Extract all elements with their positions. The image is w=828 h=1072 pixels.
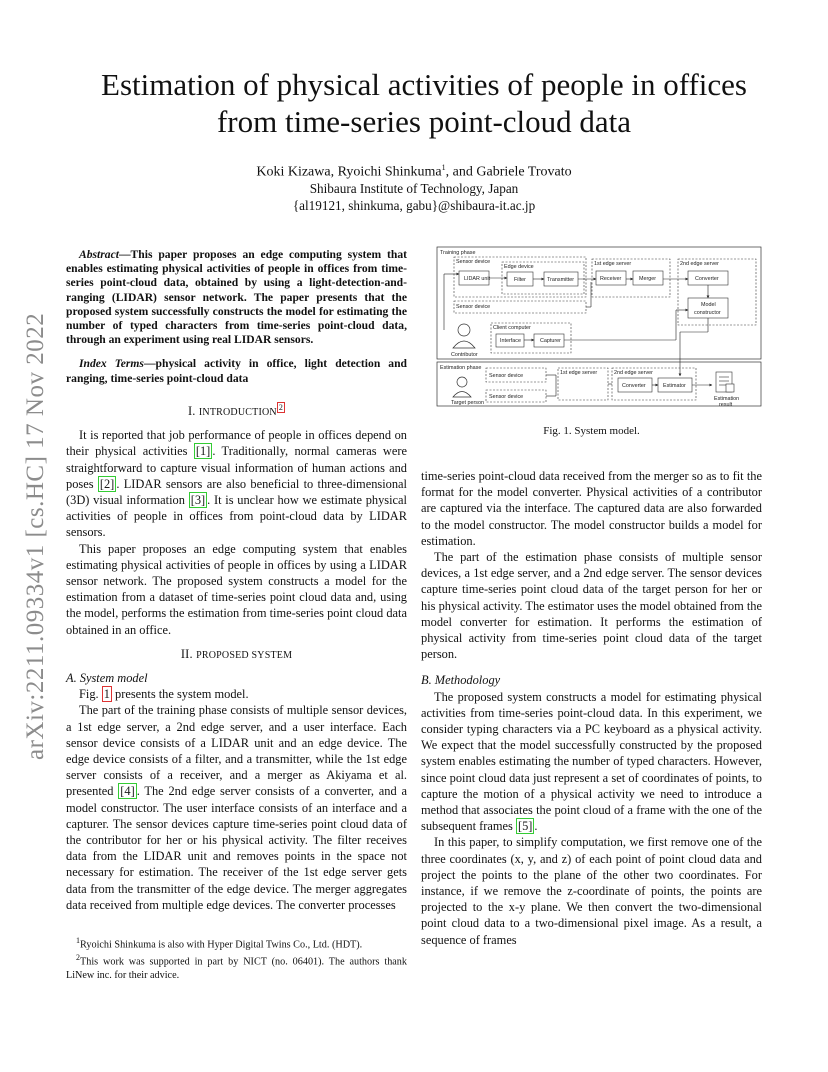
abstract-label: Abstract: [79, 248, 119, 261]
target-person-label: Target person: [451, 400, 484, 406]
est-sensor-device-label: Sensor device: [489, 373, 524, 379]
training-phase-label: Training phase: [440, 250, 476, 256]
footnote-2: [66, 951, 407, 981]
section-heading-introduction: [66, 400, 407, 421]
left-column: [66, 248, 407, 913]
right-column: [421, 468, 762, 948]
affiliation: Shibaura Institute of Technology, Japan: [309, 181, 519, 196]
estimation-result-icon: [716, 372, 734, 392]
capturer-label: Capturer: [540, 338, 561, 344]
second-edge-server-label: 2nd edge server: [680, 261, 719, 267]
text-run: . Traditionally, normal cameras were straightforward to capture visual information of human actions and poses: [66, 444, 407, 491]
lidar-unit-label: LIDAR unit: [464, 276, 491, 282]
estimation-phase-box: [437, 362, 761, 406]
subsection-heading-system-model: A. System model: [66, 671, 148, 685]
estimation-result-label-1: Estimation: [714, 396, 740, 402]
citation-link-1[interactable]: [1]: [195, 444, 211, 459]
system-model-paragraph-1: [66, 686, 407, 702]
est-sensor-device-label-2: Sensor device: [489, 394, 524, 400]
est-first-edge-server-label: 1st edge server: [560, 370, 598, 376]
estimation-phase-label: Estimation phase: [440, 365, 482, 371]
authors-text-a: Koki Kizawa, Ryoichi Shinkuma: [256, 164, 442, 180]
interface-label: Interface: [500, 338, 521, 344]
estimation-result-label-2: result: [719, 402, 733, 408]
receiver-label: Receiver: [600, 276, 622, 282]
authors-text-b: , and Gabriele Trovato: [445, 164, 572, 180]
section-title: PROPOSED SYSTEM: [196, 649, 293, 661]
contributor-label: Contributor: [451, 352, 478, 358]
intro-paragraph-2: This paper proposes an edge computing system that enables estimating physical activities of people in offices by using a LIDAR sensor network. The proposed system constructs a model for the estimation from a dataset of time-series point cloud data and, using the model, performs the estimation from time-series point cloud data obtained in an office.: [66, 541, 407, 637]
text-run: It is reported that job performance of people in offices depend on their physical activities: [66, 428, 407, 459]
system-model-figure: [436, 244, 762, 408]
filter-label: Filter: [514, 277, 526, 283]
authors: [64, 163, 764, 181]
text-run: The proposed system constructs a model for estimating physical activities from time-series point-cloud data. In this experiment, we consider typing characters via a PC keyboard as a physical activity. We expect that the model successfully constructed by the proposed system enables estimating the number of typed characters. However, since point cloud data just represent a set of coordinates of points, to capture the motion of a physical activity we need to introduce a method that associates the point cloud of a frame with the one of the subsequent frames: [421, 689, 762, 834]
edge-device-label: Edge device: [504, 264, 534, 270]
section-number: II.: [180, 646, 197, 661]
methodology-paragraph-2: In this paper, to simplify computation, we first remove one of the three coordinates (x, y, and z) of each point of point cloud data and project the points to the plane of the other two coordinates. For instance, if we remove the z-coordinate of points, the points are projected to the x-y plane. We then convert the two-dimensional point cloud data to a two-dimensional pixel image. As a result, a sequence of frames: [421, 835, 762, 947]
text-run: . It is unclear how we estimate physical activities of people in offices from point-cloud data by LIDAR sensors.: [66, 492, 407, 540]
figure-caption: Fig. 1. System model.: [543, 425, 640, 437]
client-computer-label: Client computer: [493, 325, 531, 331]
paper-title: [40, 66, 808, 140]
abstract-text: —This paper proposes an edge computing system that enables estimating physical activities of people in offices from time-series point-cloud data, obtained by using a light-detection-and-ranging (LIDAR) sensor network. The paper presents that the proposed system successfully constructs the model for estimating the number of typed characters from time-series point-cloud data, through an experiment using real LIDAR sensors.: [66, 248, 407, 347]
text-run: .: [534, 819, 538, 834]
index-terms: [66, 357, 407, 385]
footnote-mark: 2: [76, 953, 80, 963]
abstract: [66, 248, 407, 347]
text-run: . The 2nd edge server consists of a converter, and a model constructor. The user interface consists of an interface and a capturer. The sensor devices capture time-series point cloud data of the contributor for her or his physical activity. The filter receives data from the LIDAR unit and removes points in the space not necessary for estimation. The receiver of the 1st edge server gets data from the transmitter of the edge device. The merger aggregates data received from multiple edge devices. The converter processes: [66, 784, 407, 912]
sensor-device-label-2: Sensor device: [456, 304, 491, 310]
transmitter-label: Transmitter: [547, 277, 575, 283]
estimator-label: Estimator: [663, 383, 686, 389]
system-model-paragraph-4: The part of the estimation phase consists of multiple sensor devices, a 1st edge server, and a 2nd edge server. The sensor devices capture time-series point cloud data of the target person for her or his physical activity. The estimator uses the model obtained from the model converter for estimation. It performs the estimation of physical activity from time-series point cloud data of the target person.: [421, 550, 762, 662]
footnote-1: [66, 934, 407, 951]
target-person-icon: [457, 377, 467, 387]
title-line-2: from time-series point-cloud data: [216, 104, 632, 139]
est-second-edge-server-label: 2nd edge server: [614, 370, 653, 376]
text-run: The part of the training phase consists of multiple sensor devices, a 1st edge server, a 2nd edge server, and a user interface. Each sensor device consists of a LIDAR unit and an edge device. The edge device consists of a filter, and a transmitter, while the 1st edge server consists of a receiver, and a merger as Akiyama et al. presented: [66, 703, 407, 799]
text-run: Fig.: [79, 687, 102, 702]
system-model-paragraph-3: time-series point-cloud data received from the merger so as to fit the format for the model converter. Physical activities of a contributor are captured via the interface. The captured data are also forwarded to the model constructor. The model constructor builds a model for estimation.: [421, 469, 762, 548]
footnote-mark: 1: [76, 936, 80, 945]
text-run: presents the system model.: [111, 687, 249, 702]
title-line-1: Estimation of physical activities of people in offices: [101, 67, 747, 102]
index-terms-label: Index Terms: [79, 357, 144, 371]
section-number: I.: [187, 403, 199, 418]
first-edge-server-label: 1st edge server: [594, 261, 632, 267]
footnote-text: Ryoichi Shinkuma is also with Hyper Digital Twins Co., Ltd. (HDT).: [80, 939, 363, 951]
citation-link-4[interactable]: [4]: [120, 784, 135, 799]
sensor-device-label: Sensor device: [456, 259, 491, 265]
section-title: INTRODUCTION: [198, 406, 277, 418]
citation-link-3[interactable]: [3]: [190, 492, 206, 507]
citation-link-5[interactable]: [5]: [517, 819, 533, 834]
intro-paragraph-1: [66, 427, 407, 540]
footnotes: [66, 934, 407, 982]
footnote-text: This work was supported in part by NICT (no. 06401). The authors thank LiNew inc. for their advice.: [66, 956, 407, 981]
subsection-heading-methodology: B. Methodology: [421, 673, 501, 688]
arxiv-stamp: arXiv:2211.09334v1 [cs.HC] 17 Nov 2022: [22, 312, 49, 760]
footnote-link-2[interactable]: 2: [278, 402, 284, 412]
merger-label: Merger: [639, 276, 657, 282]
methodology-paragraph-1: [421, 689, 762, 835]
est-converter-label: Converter: [622, 383, 646, 389]
model-constructor-label-1: Model: [701, 302, 716, 308]
text-run: . LIDAR sensors are also beneficial to three-dimensional (3D) visual information: [66, 476, 407, 507]
converter-label: Converter: [695, 276, 719, 282]
author-footnote-mark: 1: [441, 163, 446, 172]
author-emails: {al19121, shinkuma, gabu}@shibaura-it.ac.jp: [292, 198, 536, 213]
contributor-icon: [458, 324, 470, 336]
figure-link-1[interactable]: 1: [103, 687, 110, 702]
model-constructor-label-2: constructor: [694, 310, 721, 316]
system-model-paragraph-2: [66, 702, 407, 913]
index-terms-text: —physical activity in office, light detection and ranging, time-series point-cloud data: [66, 357, 407, 385]
citation-link-2[interactable]: [2]: [99, 476, 115, 491]
section-heading-proposed-system: [66, 646, 407, 664]
